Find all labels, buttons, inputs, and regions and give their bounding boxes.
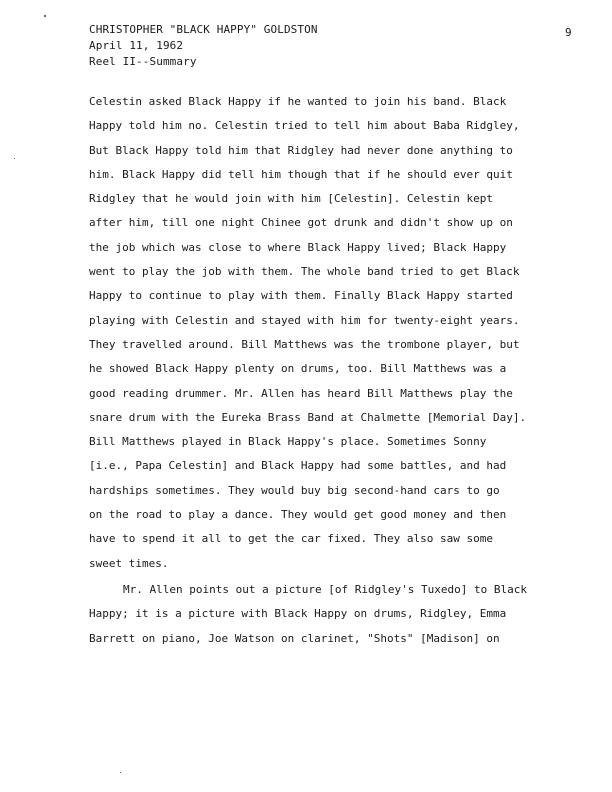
text-line: he showed Black Happy plenty on drums, too. Bill Matthews was a xyxy=(89,362,507,376)
text-line: Barrett on piano, Joe Watson on clarinet, "Shots" [Madison] on xyxy=(89,631,500,645)
document-header xyxy=(89,22,318,70)
scan-speck xyxy=(44,15,46,17)
text-line: on the road to play a dance. They would get good money and then xyxy=(89,508,507,522)
scan-speck xyxy=(14,158,15,159)
text-line: playing with Celestin and stayed with him for twenty-eight years. xyxy=(89,313,520,327)
text-line: him. Black Happy did tell him though that if he should ever quit xyxy=(89,167,513,181)
text-line: good reading drummer. Mr. Allen has heard Bill Matthews play the xyxy=(89,386,513,400)
text-line: They travelled around. Bill Matthews was the trombone player, but xyxy=(89,337,520,351)
text-line: Happy to continue to play with them. Finally Black Happy started xyxy=(89,289,513,303)
text-line: hardships sometimes. They would buy big second-hand cars to go xyxy=(89,483,500,497)
scan-speck xyxy=(120,772,121,773)
text-line: snare drum with the Eureka Brass Band at Chalmette [Memorial Day]. xyxy=(89,410,527,424)
text-line: Happy; it is a picture with Black Happy on drums, Ridgley, Emma xyxy=(89,607,507,621)
text-line: Ridgley that he would join with him [Celestin]. Celestin kept xyxy=(89,192,493,206)
text-line: Celestin asked Black Happy if he wanted to join his band. Black xyxy=(89,95,507,108)
text-line: Mr. Allen points out a picture [of Ridgley's Tuxedo] to Black xyxy=(123,582,527,596)
text-line: the job which was close to where Black Happy lived; Black Happy xyxy=(89,240,507,254)
text-line: Happy told him no. Celestin tried to tell him about Baba Ridgley, xyxy=(89,119,520,133)
text-line: after him, till one night Chinee got drunk and didn't show up on xyxy=(89,216,513,230)
interviewee-name: CHRISTOPHER "BLACK HAPPY" GOLDSTON xyxy=(89,23,318,36)
text-line: But Black Happy told him that Ridgley had never done anything to xyxy=(89,143,513,157)
summary-body xyxy=(89,90,589,651)
text-line: have to spend it all to get the car fixed. They also saw some xyxy=(89,532,493,546)
text-line: Bill Matthews played in Black Happy's place. Sometimes Sonny xyxy=(89,435,487,449)
text-line: [i.e., Papa Celestin] and Black Happy had some battles, and had xyxy=(89,459,507,473)
interview-date: April 11, 1962 xyxy=(89,39,184,52)
page-number: 9 xyxy=(565,26,572,39)
reel-label: Reel II--Summary xyxy=(89,55,197,68)
text-line: went to play the job with them. The whole band tried to get Black xyxy=(89,265,520,279)
text-line: sweet times. xyxy=(89,556,169,570)
